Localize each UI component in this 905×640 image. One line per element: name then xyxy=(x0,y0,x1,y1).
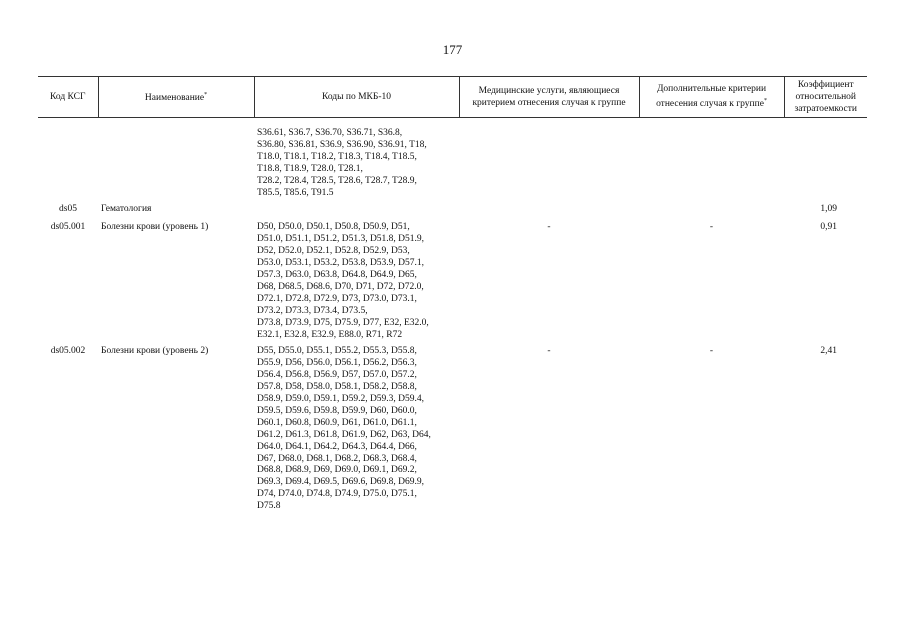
group-code: ds05 xyxy=(59,204,77,215)
header-name: Наименование* xyxy=(98,77,254,118)
header-services: Медицинские услуги, являющиеся критерием отнесения случая к группе xyxy=(459,77,639,118)
page-number: 177 xyxy=(442,42,463,57)
row-name: Болезни крови (уровень 1) xyxy=(101,222,209,233)
row-services: - xyxy=(547,346,551,357)
group-coef: 1,09 xyxy=(820,204,837,215)
row-coef: 2,41 xyxy=(820,346,837,357)
table-header-row xyxy=(38,77,867,118)
row-code: ds05.002 xyxy=(50,346,86,357)
row-coef: 0,91 xyxy=(820,222,837,233)
icd-codes-continuation: S36.61, S36.7, S36.70, S36.71, S36.8, S36.80, S36.81, S36.9, S36.90, S36.91, T18, T18.0, T18.1, T18.2, T18.3, T18.4, T18.5, T18.8, T18.9, T28.0, T28.1, T28.2, T28.4, T28.5, T28.6, T28.7, T28.9, T85.5, T85.6, T91.5 xyxy=(257,128,427,198)
row-code: ds05.001 xyxy=(50,222,86,233)
table-row-continuation xyxy=(38,128,867,204)
row-icd-codes: D50, D50.0, D50.1, D50.8, D50.9, D51, D51.0, D51.1, D51.2, D51.3, D51.8, D51.9, D52, D52.0, D52.1, D52.8, D52.9, D53, D53.0, D53.1, D53.2, D53.8, D53.9, D57.1, D57.3, D63.0, D63.8, D64.8, D64.9, D65, D68, D68.5, D68.6, D70, D71, D72, D72.0, D72.1, D72.8, D72.9, D73, D73.0, D73.1, D73.2, D73.3, D73.4, D73.5, D73.8, D73.9, D75, D75.9, D77, E32, E32.0, E32.1, E32.8, E32.9, E88.0, R71, R72 xyxy=(257,222,429,340)
header-criteria: Дополнительные критерии отнесения случая к группе* xyxy=(639,77,784,118)
ksg-table xyxy=(38,76,867,518)
row-services: - xyxy=(547,222,551,233)
table-row xyxy=(38,222,867,346)
row-icd-codes: D55, D55.0, D55.1, D55.2, D55.3, D55.8, D55.9, D56, D56.0, D56.1, D56.2, D56.3, D56.4, D56.8, D56.9, D57, D57.0, D57.2, D57.8, D58, D58.0, D58.1, D58.2, D58.8, D58.9, D59.0, D59.1, D59.2, D59.3, D59.4, D59.5, D59.6, D59.8, D59.9, D60, D60.0, D60.1, D60.8, D60.9, D61, D61.0, D61.1, D61.2, D61.3, D61.8, D61.9, D62, D63, D64, D64.0, D64.1, D64.2, D64.3, D64.4, D66, D67, D68.0, D68.1, D68.2, D68.3, D68.4, D68.8, D68.9, D69, D69.0, D69.1, D69.2, D69.3, D69.4, D69.5, D69.6, D69.8, D69.9, D74, D74.0, D74.8, D74.9, D75.0, D75.1, D75.8 xyxy=(257,346,431,512)
row-name: Болезни крови (уровень 2) xyxy=(101,346,209,357)
table-row-group xyxy=(38,204,867,222)
header-icd: Коды по МКБ-10 xyxy=(254,77,459,118)
header-coef: Коэффициент относительной затратоемкости xyxy=(784,77,867,118)
group-name: Гематология xyxy=(101,204,152,215)
row-criteria: - xyxy=(709,346,714,357)
row-criteria: - xyxy=(709,222,714,233)
table-row xyxy=(38,346,867,518)
header-code: Код КСГ xyxy=(38,77,98,118)
